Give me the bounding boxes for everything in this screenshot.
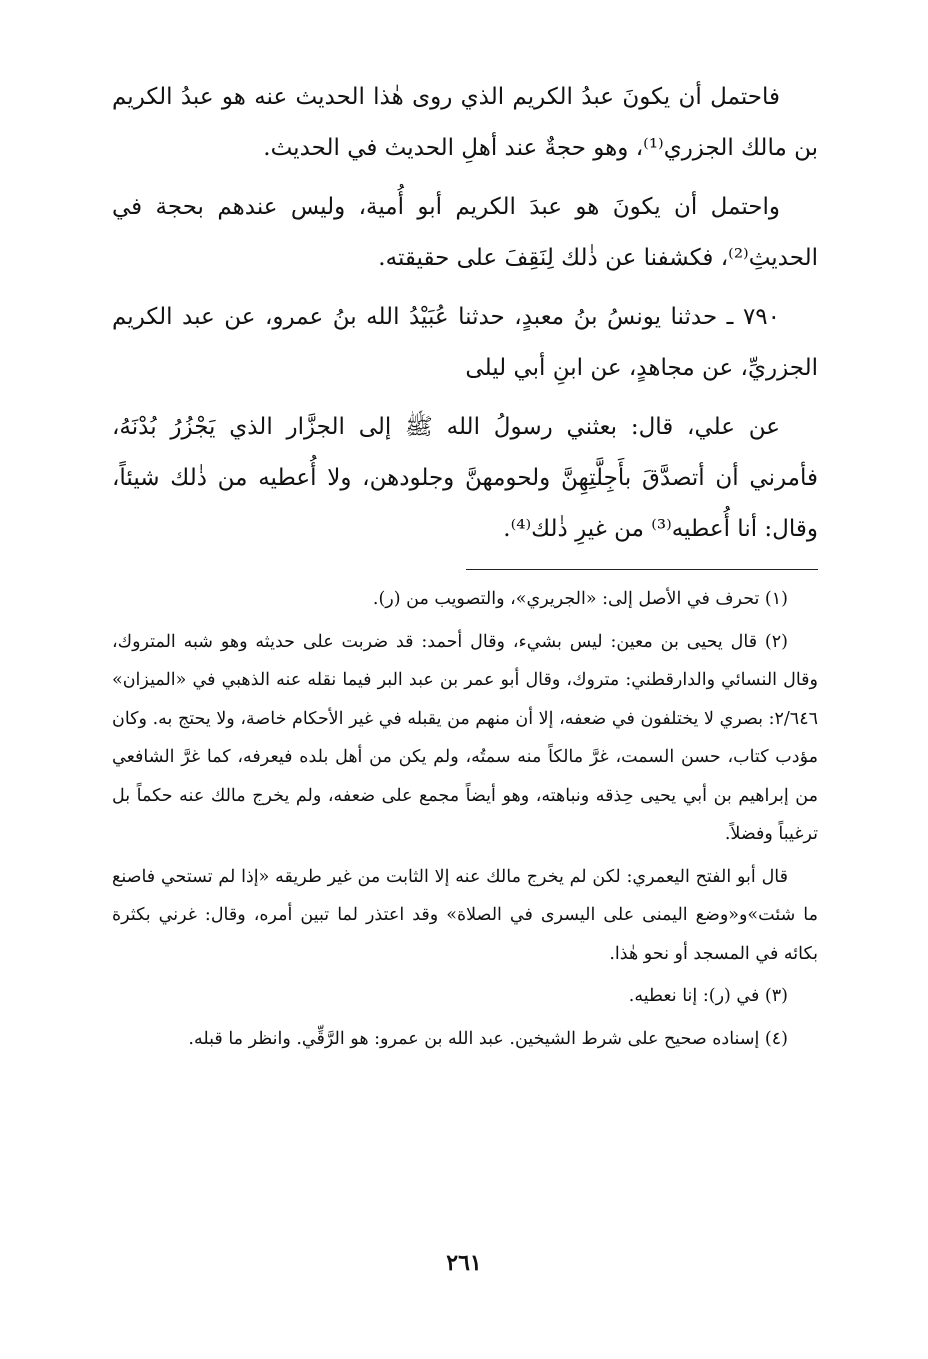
page-number: ٢٦١ bbox=[446, 1250, 482, 1276]
footnotes-section bbox=[112, 580, 818, 1058]
footnote-1: (١) تحرف في الأصل إلى: «الجريري»، والتصويب من (ر). bbox=[372, 589, 788, 609]
footnote-4: (٤) إسناده صحيح على شرط الشيخين. عبد الله بن عمرو: هو الرَّقِّي. وانظر ما قبله. bbox=[188, 1028, 788, 1049]
footnote-2: (٢) قال يحيى بن معين: ليس بشيء، وقال أحمد: قد ضربت على حديثه وهو شبه المتروك، وقال النسائي والدارقطني: متروك، وقال أبو عمر بن عبد البر فيما نقله عنه الذهبي في «الميزان» ٢/٦٤٦: بصري لا يختلفون في ضعفه، إلا أن منهم من يقبله في غير الأحكام خاصة، ولا يحتج به. وكان مؤدب كتاب، حسن السمت، غرَّ مالكاً منه سمتُه، ولم يكن من أهل بلده فيعرفه، كما غرَّ الشافعي من إبراهيم بن أبي يحيى حِذقه ونباهته، وهو أيضاً مجمع على ضعفه، ولم يخرج مالك عنه حكماً بل ترغيباً وفضلاً. bbox=[112, 631, 818, 844]
main-text bbox=[112, 72, 818, 555]
main-paragraph-1: فاحتمل أن يكونَ عبدُ الكريم الذي روى هٰذا الحديث عنه هو عبدُ الكريم بن مالك الجزري⁽¹⁾، وهو حجةٌ عند أهلِ الحديث في الحديث. bbox=[112, 84, 818, 161]
hadith-matn-paragraph: عن علي، قال: بعثني رسولُ الله ﷺ إلى الجزَّار الذي يَجْزُرُ بُدْنَهُ، فأمرني أن أتصدَّقَ بأَجِلَّتِهِنَّ ولحومهنَّ وجلودهن، ولا أُعطيه من ذٰلك شيئاً، وقال: أنا أُعطيه⁽³⁾ من غيرِ ذٰلك⁽⁴⁾. bbox=[112, 414, 818, 542]
footnote-separator bbox=[466, 569, 818, 570]
main-paragraph-2: واحتمل أن يكونَ هو عبدَ الكريم أبو أُمية، وليس عندهم بحجة في الحديثِ⁽²⁾، فكشفنا عن ذٰلك لِنَقِفَ على حقيقته. bbox=[112, 194, 818, 271]
footnote-3: (٣) في (ر): إنا نعطيه. bbox=[628, 986, 788, 1006]
hadith-isnad-paragraph: ٧٩٠ ـ حدثنا يونسُ بنُ معبدٍ، حدثنا عُبَيْدُ الله بنُ عمرو، عن عبد الكريم الجزريِّ، عن مجاهدٍ، عن ابنِ أبي ليلى bbox=[112, 304, 818, 381]
footnote-2-continued: قال أبو الفتح اليعمري: لكن لم يخرج مالك عنه إلا الثابت من غير طريقه «إذا لم تستحي فاصنع ما شئت»و«وضع اليمنى على اليسرى في الصلاة» وقد اعتذر لما تبين أمره، وقال: غرني بكثرة بكائه في المسجد أو نحو هٰذا. bbox=[112, 866, 818, 964]
document-page bbox=[112, 72, 818, 1352]
